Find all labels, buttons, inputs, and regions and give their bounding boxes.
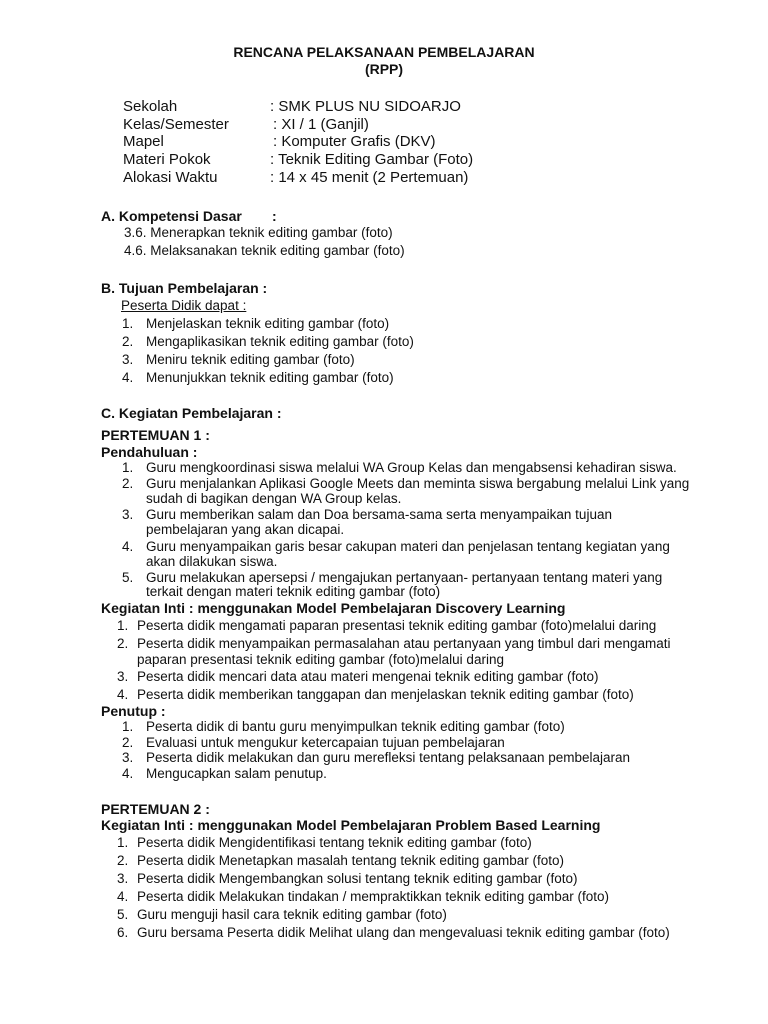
list-number: 3. [122,352,134,367]
list-number: 6. [117,925,129,940]
list-number: 1. [122,460,134,475]
list-number: 4. [122,766,134,781]
list-item: Peserta didik menyampaikan permasalahan atau pertanyaan yang timbul dari mengamati [137,636,671,651]
list-item: Guru melakukan apersepsi / mengajukan pertanyaan- pertanyaan tentang materi yang [146,570,663,585]
section-a-heading: A. Kompetensi Dasar [101,208,242,224]
list-number: 1. [117,618,129,633]
list-item-continuation: paparan presentasi teknik editing gambar (foto)melalui daring [137,652,504,667]
list-item-continuation: pembelajaran yang akan dicapai. [146,522,345,537]
section-c-heading: C. Kegiatan Pembelajaran : [101,405,282,421]
list-item: Peserta didik memberikan tanggapan dan menjelaskan teknik editing gambar (foto) [137,687,634,702]
list-item: Mengucapkan salam penutup. [146,766,327,781]
list-item: Peserta didik melakukan dan guru merefleksi tentang pelaksanaan pembelajaran [146,750,631,765]
list-number: 2. [117,636,129,651]
list-item: Guru bersama Peserta didik Melihat ulang dan mengevaluasi teknik editing gambar (foto) [137,925,670,940]
list-item: Mengaplikasikan teknik editing gambar (foto) [146,334,414,349]
list-number: 3. [122,507,134,522]
section-a-item: 4.6. Melaksanakan teknik editing gambar (foto) [124,243,405,258]
list-item: Peserta didik Mengembangkan solusi tentang teknik editing gambar (foto) [137,871,578,886]
list-number: 1. [122,316,134,331]
identity-label-materi: Materi Pokok [123,151,211,168]
identity-value-sekolah: : SMK PLUS NU SIDOARJO [270,98,461,115]
identity-label-sekolah: Sekolah [123,98,178,115]
list-item: Menunjukkan teknik editing gambar (foto) [146,370,394,385]
list-number: 3. [117,669,129,684]
list-item: Peserta didik di bantu guru menyimpulkan teknik editing gambar (foto) [146,719,565,734]
pertemuan-2-heading: PERTEMUAN 2 : [101,801,210,817]
list-item: Peserta didik mencari data atau materi mengenai teknik editing gambar (foto) [137,669,599,684]
list-item-continuation: terkait dengan materi teknik editing gambar (foto) [146,584,441,599]
document-title: RENCANA PELAKSANAAN PEMBELAJARAN [233,44,535,60]
document-subtitle: (RPP) [364,61,404,77]
identity-label-mapel: Mapel [123,133,164,150]
list-number: 4. [122,539,134,554]
list-item: Peserta didik Melakukan tindakan / mempraktikkan teknik editing gambar (foto) [137,889,609,904]
list-number: 1. [122,719,134,734]
kegiatan-inti-2-heading: Kegiatan Inti : menggunakan Model Pembelajaran Problem Based Learning [101,817,601,833]
identity-label-alokasi: Alokasi Waktu [123,169,218,186]
list-number: 3. [117,871,129,886]
section-b-intro: Peserta Didik dapat : [121,298,247,313]
list-item: Peserta didik Menetapkan masalah tentang teknik editing gambar (foto) [137,853,564,868]
identity-value-alokasi: : 14 x 45 menit (2 Pertemuan) [270,169,469,186]
list-number: 2. [122,476,134,491]
list-item: Meniru teknik editing gambar (foto) [146,352,355,367]
list-number: 4. [117,687,129,702]
identity-value-mapel: : Komputer Grafis (DKV) [273,133,436,150]
identity-value-materi: : Teknik Editing Gambar (Foto) [270,151,474,168]
list-number: 4. [117,889,129,904]
pertemuan-1-heading: PERTEMUAN 1 : [101,427,210,443]
kegiatan-inti-1-heading: Kegiatan Inti : menggunakan Model Pembelajaran Discovery Learning [101,600,566,616]
list-item-continuation: sudah di bagikan dengan WA Group kelas. [146,491,402,506]
section-b-heading: B. Tujuan Pembelajaran : [101,280,268,296]
pendahuluan-heading: Pendahuluan : [101,444,198,460]
section-a-item: 3.6. Menerapkan teknik editing gambar (foto) [124,225,393,240]
identity-label-kelas: Kelas/Semester [123,116,229,133]
list-item: Guru menguji hasil cara teknik editing gambar (foto) [137,907,447,922]
list-item: Evaluasi untuk mengukur ketercapaian tujuan pembelajaran [146,735,505,750]
list-item: Guru mengkoordinasi siswa melalui WA Group Kelas dan mengabsensi kehadiran siswa. [146,460,677,475]
list-item-continuation: akan dilakukan siswa. [146,554,278,569]
penutup-heading: Penutup : [101,703,166,719]
list-item: Guru memberikan salam dan Doa bersama-sama serta menyampaikan tujuan [146,507,612,522]
list-number: 2. [122,334,134,349]
list-item: Menjelaskan teknik editing gambar (foto) [146,316,390,331]
section-a-colon: : [272,208,277,224]
list-item: Peserta didik Mengidentifikasi tentang teknik editing gambar (foto) [137,835,532,850]
list-number: 3. [122,750,134,765]
list-number: 4. [122,370,134,385]
list-number: 1. [117,835,129,850]
list-item: Guru menjalankan Aplikasi Google Meets dan meminta siswa bergabung melalui Link yang [146,476,690,491]
list-item: Guru menyampaikan garis besar cakupan materi dan penjelasan tentang kegiatan yang [146,539,670,554]
list-number: 2. [117,853,129,868]
identity-value-kelas: : XI / 1 (Ganjil) [273,116,369,133]
list-item: Peserta didik mengamati paparan presentasi teknik editing gambar (foto)melalui daring [137,618,657,633]
list-number: 5. [117,907,129,922]
list-number: 2. [122,735,134,750]
list-number: 5. [122,570,134,585]
